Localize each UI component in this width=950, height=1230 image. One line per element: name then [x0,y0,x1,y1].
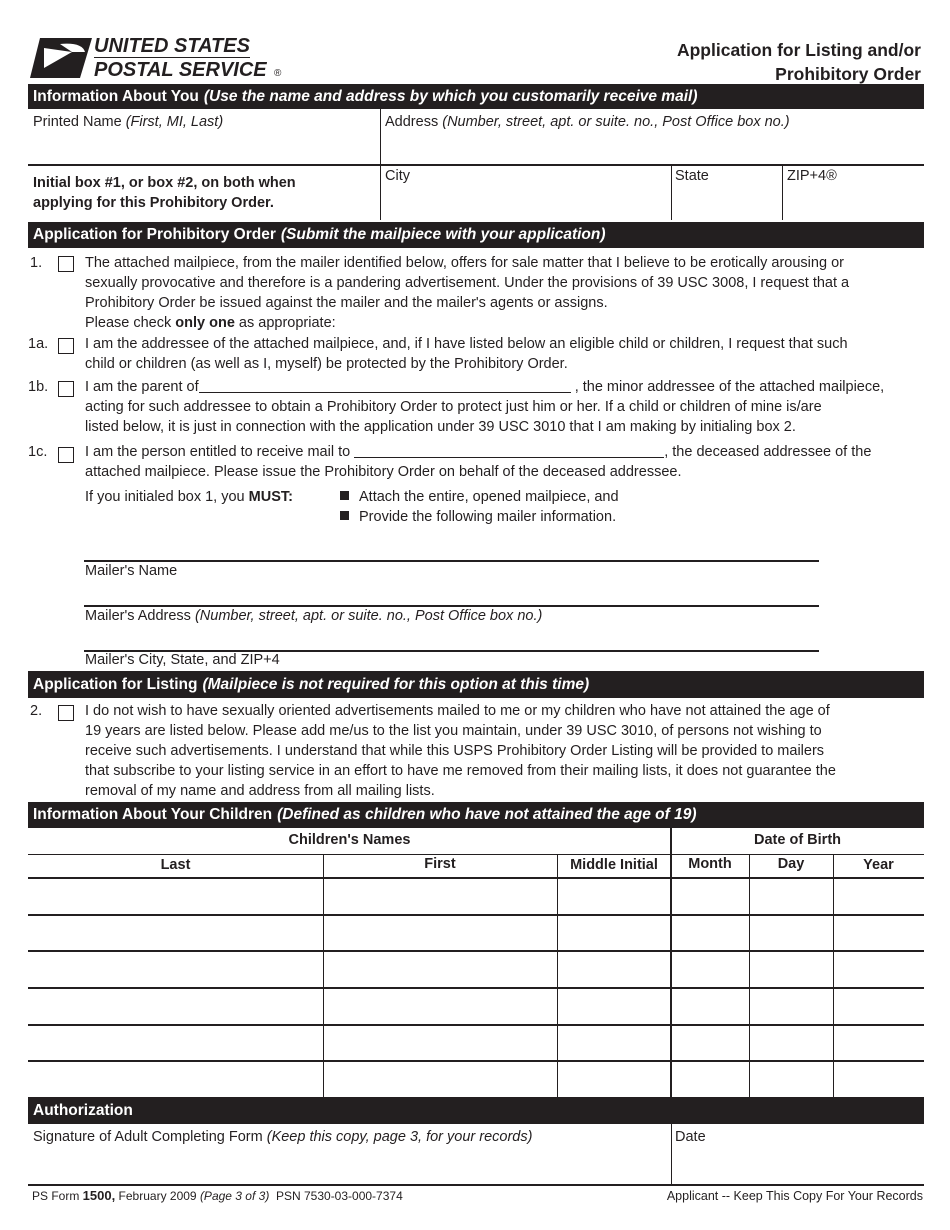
section-title: Information About You [33,87,199,105]
child-cell-month[interactable] [671,951,749,988]
child-cell-middle-initial[interactable] [557,951,671,988]
child-cell-first[interactable] [323,915,557,952]
child-cell-day[interactable] [749,878,833,915]
city-field[interactable]: City [385,168,410,184]
col-first: First [424,856,456,872]
item-1a-text: I am the addressee of the attached mailpiece, and, if I have listed below an eligible child or children, I request that such child or children (as well as I, myself) be protected by the Prohibitory Order. [85,336,848,372]
child-cell-year[interactable] [833,878,924,915]
state-field[interactable]: State [675,168,709,184]
child-cell-month[interactable] [671,988,749,1025]
label: Printed Name [33,114,122,130]
col-month: Month [688,856,732,872]
section-header-children [28,802,924,828]
item-number: 2. [30,703,43,719]
item-number: 1. [30,255,43,271]
child-cell-middle-initial[interactable] [557,878,671,915]
child-cell-year[interactable] [833,951,924,988]
section-header-listing [28,671,924,698]
item-1b-text: I am the parent of , the minor addressee of the attached mailpiece, acting for such addressee to obtain a Prohibitory Order to protect just him or her. If a child or children of mine is/are listed below, it is just in connection with the application under 39 USC 3010 that I am making by initialing box 2. [85,379,885,435]
child-cell-day[interactable] [749,915,833,952]
bullet-icon [340,511,349,520]
eagle-icon [30,38,92,78]
section-note: (Defined as children who have not attained the age of 19) [277,806,697,823]
mailer-name-line[interactable] [84,560,819,562]
checkbox-1c[interactable] [58,447,74,463]
mailer-name-label: Mailer's Name [85,563,178,579]
mailer-address-label: Mailer's Address (Number, street, apt. or suite. no., Post Office box no.) [85,608,543,624]
child-cell-month[interactable] [671,878,749,915]
child-cell-last[interactable] [28,988,323,1025]
child-cell-month[interactable] [671,1061,749,1098]
children-names-header: Children's Names [288,832,411,848]
child-cell-first[interactable] [323,878,557,915]
item-number: 1a. [28,336,49,352]
child-cell-day[interactable] [749,951,833,988]
child-cell-month[interactable] [671,915,749,952]
col-last: Last [160,857,191,873]
child-cell-first[interactable] [323,988,557,1025]
title-line1: Application for Listing and/or [676,40,921,60]
item-number: 1c. [28,444,48,460]
child-cell-month[interactable] [671,1025,749,1062]
deceased-addressee-field[interactable] [354,444,664,458]
child-cell-day[interactable] [749,988,833,1025]
hint: (First, MI, Last) [125,114,224,130]
parent-of-field[interactable] [199,379,571,393]
date-of-birth-header: Date of Birth [754,832,841,848]
checkbox-1[interactable] [58,256,74,272]
section-header-prohibitory-order [28,222,924,248]
child-cell-year[interactable] [833,988,924,1025]
child-cell-middle-initial[interactable] [557,988,671,1025]
col-middle-initial: Middle Initial [570,857,658,873]
child-cell-year[interactable] [833,1061,924,1098]
zip-field[interactable]: ZIP+4® [787,168,837,184]
logo-registered: ® [274,68,282,79]
child-cell-middle-initial[interactable] [557,1025,671,1062]
child-cell-middle-initial[interactable] [557,915,671,952]
hint: (Number, street, apt. or suite. no., Post Office box no.) [442,114,790,130]
section-title: Authorization [33,1102,133,1119]
date-field[interactable]: Date [675,1129,706,1145]
child-cell-first[interactable] [323,1025,557,1062]
item-number: 1b. [28,379,49,395]
address-field[interactable] [385,112,790,132]
must-label: If you initialed box 1, you MUST: [85,489,293,505]
usps-logo [30,36,290,82]
logo-line2: POSTAL SERVICE [94,59,267,81]
section-header-about-you [28,84,924,109]
section-title: Information About Your Children [33,806,273,823]
checkbox-1a[interactable] [58,338,74,354]
checkbox-1b[interactable] [58,381,74,397]
col-year: Year [863,857,894,873]
section-note: (Use the name and address by which you customarily receive mail) [203,87,698,105]
child-cell-year[interactable] [833,915,924,952]
child-cell-middle-initial[interactable] [557,1061,671,1098]
form-title [677,38,921,86]
item-1-text: The attached mailpiece, from the mailer identified below, offers for sale matter that I believe to be erotically arousing or sexually provocative and therefore is a pandering advertisement. Under the provisions of 39 USC 3008, I request that a Prohibitory Order be issued against the mailer and the mailer's agents or assigns. Please check only one as appropriate: [85,255,850,331]
bullet-icon [340,491,349,500]
child-cell-day[interactable] [749,1025,833,1062]
child-cell-last[interactable] [28,951,323,988]
keep-copy-note: Applicant -- Keep This Copy For Your Records [666,1189,923,1203]
checkbox-2[interactable] [58,705,74,721]
form-id: PS Form 1500, February 2009 (Page 3 of 3) PSN 7530-03-000-7374 [32,1188,403,1203]
section-title: Application for Listing [33,675,198,693]
printed-name-field[interactable] [33,112,223,132]
child-cell-day[interactable] [749,1061,833,1098]
child-cell-first[interactable] [323,951,557,988]
label: Address [385,114,439,130]
child-cell-last[interactable] [28,878,323,915]
item-2-text: I do not wish to have sexually oriented advertisements mailed to me or my children who have not attained the age of 19 years are listed below. Please add me/us to the list you maintain, under 39 USC 3010, of persons not wishing to receive such advertisements. I understand that while this USPS Prohibitory Order Listing will be provided to mailers that subscribe to your listing service in an effort to have me removed from their mailing lists, it does not guarantee the removal of my name and address from all mailing lists. [85,703,836,799]
signature-field[interactable]: Signature of Adult Completing Form (Keep this copy, page 3, for your records) [33,1129,533,1145]
child-cell-year[interactable] [833,1025,924,1062]
item-1c-text: I am the person entitled to receive mail to , the deceased addressee of the attached mailpiece. Please issue the Prohibitory Order on behalf of the deceased addressee. [85,444,872,480]
mailer-city-label: Mailer's City, State, and ZIP+4 [85,652,280,668]
section-note: (Submit the mailpiece with your application) [280,226,606,243]
child-cell-last[interactable] [28,1061,323,1098]
child-cell-last[interactable] [28,915,323,952]
section-note: (Mailpiece is not required for this option at this time) [202,675,590,693]
child-cell-last[interactable] [28,1025,323,1062]
col-day: Day [777,856,805,872]
child-cell-first[interactable] [323,1061,557,1098]
section-title: Application for Prohibitory Order [33,226,276,243]
section-header-authorization [28,1098,924,1124]
must-list: Attach the entire, opened mailpiece, and Provide the following mailer information. [340,487,619,527]
title-line2: Prohibitory Order [775,64,921,84]
initial-note: Initial box #1, or box #2, on both when applying for this Prohibitory Order. [33,175,296,211]
logo-line1: UNITED STATES [94,35,250,57]
